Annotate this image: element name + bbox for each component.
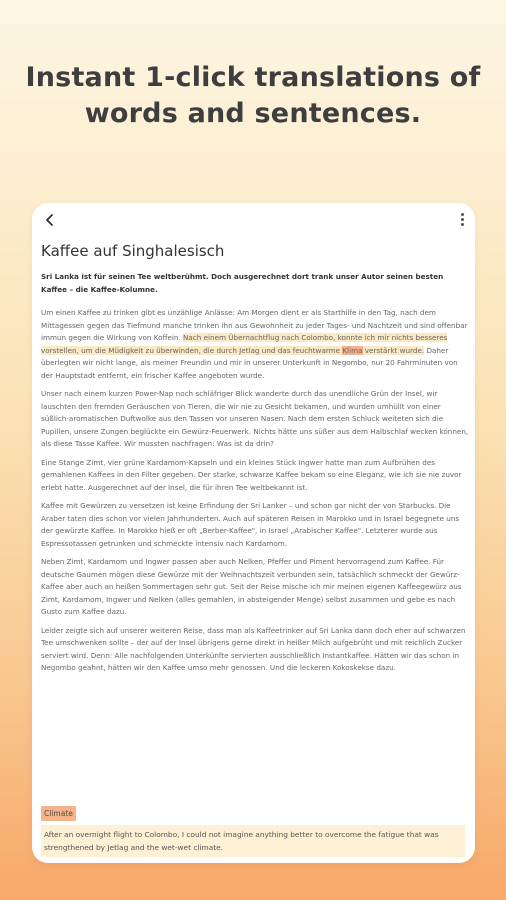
article-content bbox=[41, 241, 469, 681]
article-paragraph-5[interactable]: Neben Zimt, Kardamom und Ingwer passen aber auch Nelken, Pfeffer und Piment hervorragend zum Kaffee. Für deutsche Gaumen mögen diese Gewürze mit der Weihnachtszeit verbunden sein, tatsächlich schmeckt der Gewürz-Kaffee aber auch an heißen Sommertagen sehr gut. Seit der Reise mische ich mir meinen eigenen Kaffeegewürz aus Zimt, Kardamom, Ingwer und Nelken (alles gemahlen, in absteigender Menge) selbst zusammen und gebe es nach Gusto zum Kaffee dazu. bbox=[41, 557, 462, 616]
app-bar bbox=[32, 203, 475, 237]
chevron-left-icon bbox=[41, 211, 59, 229]
paragraph-text[interactable]: Um einen Kaffee zu trinken gibt es unzählige Anlässe: Am Morgen dient er als Starthilfe in den Tag, nach dem Mittagessen gegen das Tiefmund manche trinken ihn aus Gewohnheit zu jeder Tages- und Nachtzeit und sind offenbar immun gegen die Wirkung von Koffein. bbox=[41, 308, 468, 342]
headline-line-2: words and sentences. bbox=[84, 98, 422, 129]
headline bbox=[0, 60, 506, 132]
selected-word[interactable]: Klima bbox=[342, 345, 363, 355]
sentence-translation[interactable]: After an overnight flight to Colombo, I could not imagine anything better to overcome the fatigue that was strengthened by Jetlag and the wet-wet climate. bbox=[41, 825, 465, 857]
headline-line-1: Instant 1-click translations of bbox=[25, 62, 481, 93]
word-translation-chip[interactable]: Climate bbox=[41, 806, 76, 821]
selected-sentence-part[interactable]: Nach einem Übernachtflug nach Colombo, konnte ich mir nichts besseres vorstellen, um die Müdigkeit zu überwinden, die durch Jetlag und das feuchtwarme bbox=[41, 333, 448, 355]
back-button[interactable] bbox=[41, 211, 59, 229]
more-vertical-icon bbox=[459, 213, 465, 226]
reader-card bbox=[32, 203, 475, 863]
article-paragraph-2[interactable]: Unser nach einem kurzen Power-Nap noch schläfriger Blick wanderte durch das unendliche Grün der Insel, wir lauschten den fremden Geräuschen von Tieren, die wir nie zu Gesicht bekamen, und wurden umhüllt von einer süßlich-aromatischen Duftwolke aus den Tassen vor unseren Nasen. Nach dem ersten Schluck weiteten sich die Pupillen, unsere Zungen beglückte ein Gewürz-Feuerwerk. Nichts hätte uns süßer aus dem Halbschlaf wecken können, als diese Tasse Kaffee. Wir mussten nachfragen: Was ist da drin? bbox=[41, 389, 469, 448]
article-paragraph-4[interactable]: Kaffee mit Gewürzen zu versetzen ist keine Erfindung der Sri Lanker – und schon gar nicht der von Starbucks. Die Araber taten dies schon vor vielen Jahrhunderten. Auch auf späteren Reisen in Marokko und in Israel begegnete uns der gewürzte Kaffee. In Marokko hieß er oft „Berber-Kaffee", in Israel „Arabischer Kaffee". Letzterer wurde aus Espressotassen getrunken und schmeckte intensiv nach Kardamom. bbox=[41, 501, 460, 548]
article-paragraph-6[interactable]: Leider zeigte sich auf unserer weiteren Reise, dass man als Kaffeetrinker auf Sri Lanka dann doch eher auf schwarzen Tee umschwenken sollte – der auf der Insel übrigens gerne direkt in heißer Milch aufgebrüht und mit reichlich Zucker serviert wird. Denn: Alle nachfolgenden Unterkünfte servierten ausschließlich Instantkaffee. Hätten wir das schon in Negombo geahnt, hätten wir den Kaffee umso mehr genossen. Und die leckeren Kokoskekse dazu. bbox=[41, 625, 466, 672]
article-paragraph-1 bbox=[41, 307, 469, 382]
article-lead: Sri Lanka ist für seinen Tee weltberühmt. Doch ausgerechnet dort trank unser Autor seinen besten Kaffee – die Kaffee-Kolumne. bbox=[41, 272, 444, 294]
more-options-button[interactable] bbox=[459, 213, 465, 227]
paragraph-text[interactable]: Daher überlegten wir nicht lange, als meiner Freundin und mir in unserer Unterkunft in Negombo, nur 20 Fahrminuten von der Hauptstadt entfernt, ein frischer Kaffee angeboten wurde. bbox=[41, 345, 458, 380]
article-title: Kaffee auf Singhalesisch bbox=[41, 242, 225, 260]
article-paragraph-3[interactable]: Eine Stange Zimt, vier grüne Kardamom-Kapseln und ein kleines Stück Ingwer hatte man zum Aufbrühen des gemahlenen Kaffees in den Filter gegeben. Der starke, schwarze Kaffee bekam so eine Eleganz, wie ich sie nie zuvor erlebt hatte. Ausgerechnet auf der Insel, die für ihren Tee weltbekannt ist. bbox=[41, 457, 462, 492]
selected-sentence-part[interactable]: verstärkt wurde. bbox=[362, 345, 425, 355]
